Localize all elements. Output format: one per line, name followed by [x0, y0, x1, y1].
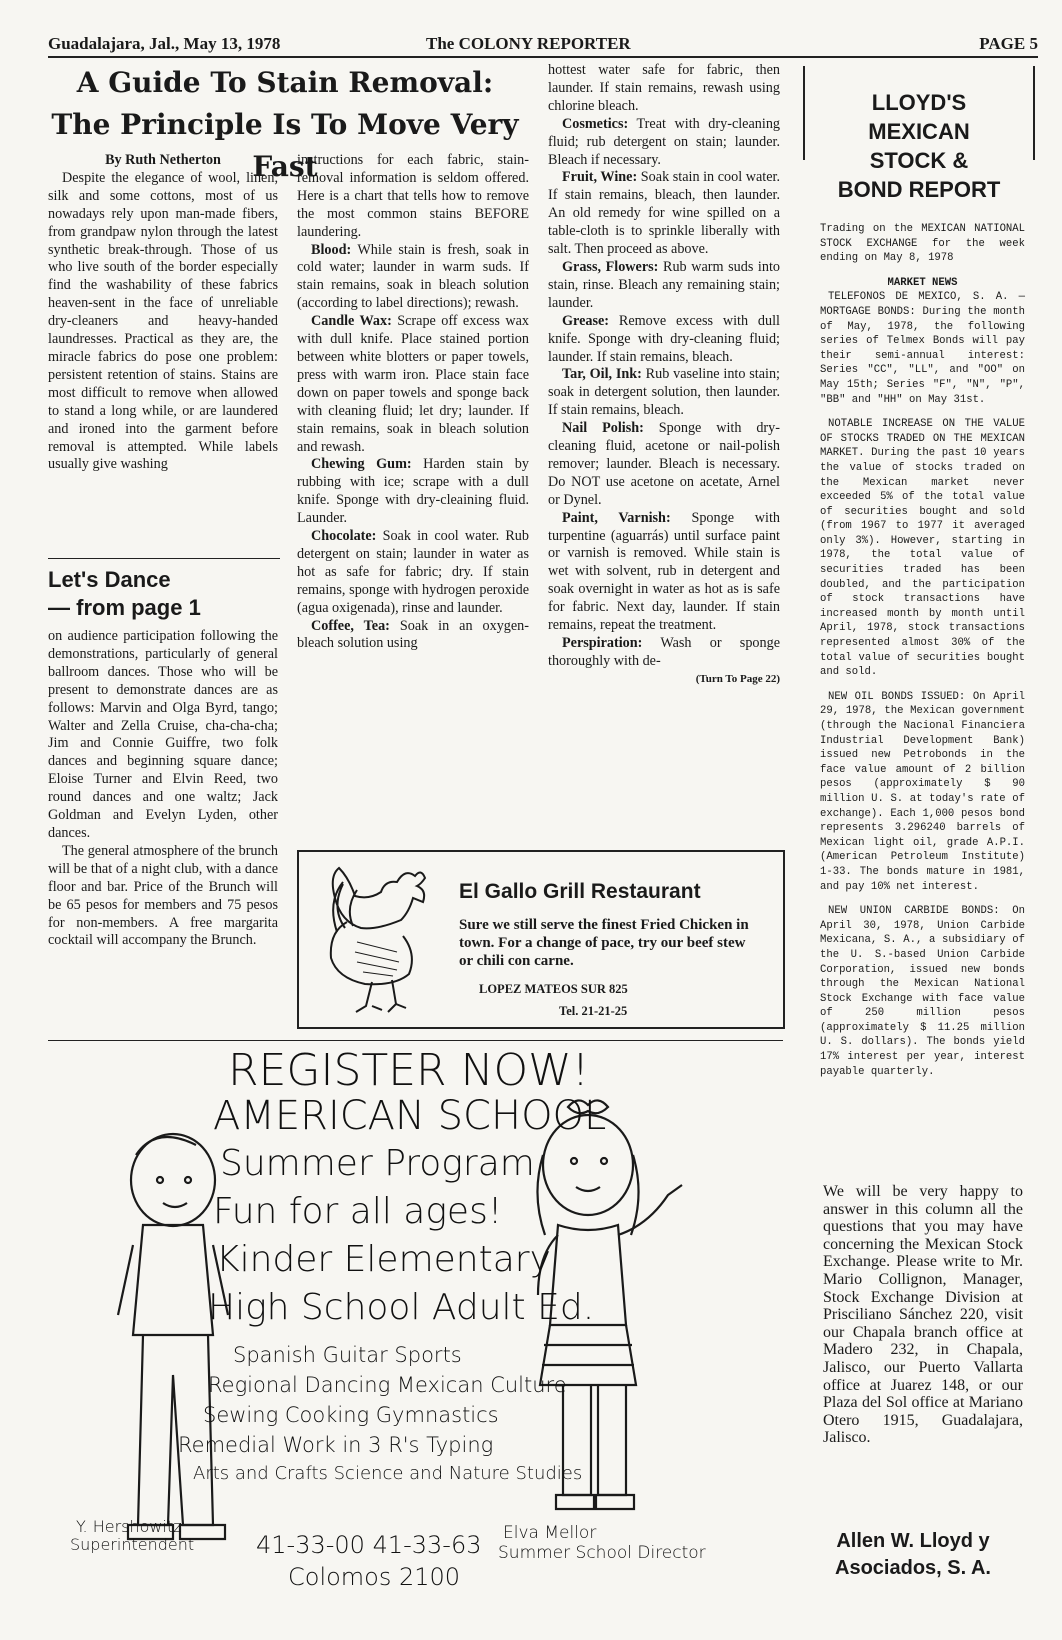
restaurant-name: El Gallo Grill Restaurant	[459, 880, 701, 903]
article-column-3	[548, 62, 780, 689]
director-name: Elva Mellor	[503, 1523, 597, 1543]
stain-text: Rub vaseline into stain; soak in detergent solution, then launder. If stain remains, bleach.	[548, 366, 780, 419]
stain-text: Soak in cool water. Rub detergent on stain; launder in water as hot as safe for fabric; dry. If stain remains, sponge with hydrogen peroxide (agua oxigenada), rinse and launder.	[297, 528, 529, 616]
school-activities: Arts and Crafts Science and Nature Studies	[193, 1463, 583, 1484]
superintendent-name: Y. Hershowitz	[76, 1517, 182, 1536]
stain-text: Soak in an oxygen-bleach solution using	[297, 617, 530, 652]
stain-text: Sponge with turpentine (aguarrás) until surface paint or varnish is removed. While stain is wet with solvent, rub in detergent and soak overnight in water as hot as is safe for fabric. Next day, launder. If stain remains, repeat the treatment.	[548, 509, 780, 634]
stain-label: Candle Wax:	[311, 313, 392, 330]
article-column-2	[297, 152, 529, 653]
rooster-icon	[317, 862, 449, 1017]
stain-item	[548, 259, 780, 313]
stain-label: Blood:	[311, 241, 352, 258]
dance-title: Let's Dance	[48, 567, 171, 592]
stain-label: Grease:	[562, 312, 610, 329]
stain-text: Soak stain in cool water. If stain remains, bleach, then launder. An old remedy for wine spilled on a table-cloth is to sprinkle liberally with salt. Then proceed as above.	[548, 169, 781, 258]
stain-item	[548, 420, 780, 510]
lloyd-intro: Trading on the MEXICAN NATIONAL STOCK EXCHANGE for the week ending on May 8, 1978	[820, 223, 1025, 265]
masthead-page-number: PAGE 5	[979, 34, 1038, 53]
stain-text: Sponge with dry-cleaning fluid, acetone or nail-polish remover; launder. Bleach is necessary. Do NOT use acetone on acetate, Arnel or Dynel.	[548, 420, 780, 508]
director-title: Summer School Director	[498, 1543, 706, 1563]
article-headline: A Guide To Stain Removal: The Principle Is To Move Very Fast	[51, 66, 519, 183]
dance-paragraph: on audience participation following the demonstrations, particularly of general ballroom dances. Those who will be present to demonstrate dances are as follows: Marvin and Olga Byrd, tango; Walter and Zella Cruise, cha-cha-cha; Jim and Connie Guiffre, two folk dances and beginning square dance; Eloise Turner and Elvin Reed, two round dances and one waltz; Jack Goldman and Evelyn Lyden, other dances.	[48, 628, 278, 841]
stain-text: Rub warm suds into stain, rinse. Bleach any remaining stain; launder.	[548, 258, 780, 311]
lloyd-signature	[803, 1528, 1023, 1582]
restaurant-address: LOPEZ MATEOS SUR 825	[479, 982, 628, 996]
divider	[48, 558, 280, 559]
stain-label: Nail Polish:	[562, 420, 644, 437]
stain-item	[548, 635, 780, 671]
stain-label: Cosmetics:	[562, 115, 629, 132]
gallo-grill-ad	[297, 850, 785, 1029]
masthead-dateline: Guadalajara, Jal., May 13, 1978	[48, 34, 281, 53]
school-activities: Spanish Guitar Sports	[233, 1343, 462, 1367]
turn-to-page: (Turn To Page 22)	[695, 672, 780, 685]
stain-label: Chocolate:	[311, 528, 377, 545]
stain-item	[548, 366, 780, 420]
school-phones: 41-33-00 41-33-63	[256, 1531, 482, 1559]
dance-continuation: — from page 1	[48, 595, 201, 620]
school-address: Colomos 2100	[288, 1563, 461, 1591]
dance-article	[48, 628, 278, 950]
stain-text: While stain is fresh, soak in cold water; launder in warm suds. If stain remains, soak in bleach solution (according to label directions); rewash.	[297, 241, 529, 312]
stain-label: Grass, Flowers:	[562, 258, 659, 275]
school-levels: Kinder Elementary	[216, 1239, 551, 1280]
school-tagline: Fun for all ages!	[213, 1191, 503, 1232]
stain-label: Perspiration:	[562, 635, 643, 651]
school-activities: Remedial Work in 3 R's Typing	[178, 1433, 494, 1457]
stain-label: Chewing Gum:	[311, 456, 412, 473]
american-school-ad	[48, 1045, 783, 1610]
lloyd-report-header	[803, 66, 1035, 202]
stain-item	[297, 313, 529, 456]
restaurant-slogan: Sure we still serve the finest Fried Chicken in town. For a change of pace, try our beef stew or chili con carne.	[459, 917, 749, 969]
school-levels: High School Adult Ed.	[208, 1287, 595, 1328]
stain-label: Coffee, Tea:	[311, 617, 390, 634]
school-activities: Regional Dancing Mexican Culture	[208, 1373, 567, 1397]
masthead-paper-name: The COLONY REPORTER	[426, 34, 631, 53]
superintendent-title: Superintendent	[70, 1535, 195, 1554]
stain-label: Tar, Oil, Ink:	[562, 366, 642, 383]
lloyd-contact-note: We will be very happy to answer in this column all the questions that you may have concerning the Mexican Stock Exchange. Please write to Mr. Mario Collignon, Manager, Stock Exchange Division at Prisciliano Sánchez 220, visit our Chapala branch office at Madero 232, in Chapala, Jalisco, our Puerto Vallarta office at Juarez 148, or our Plaza del Sol office at Mariano Otero 1915, Guadalajara, Jalisco.	[823, 1183, 1023, 1447]
stain-label: Fruit, Wine:	[562, 169, 638, 186]
stain-text: Wash or sponge thoroughly with de-	[548, 635, 780, 669]
stain-item	[548, 116, 780, 170]
signature-line: Allen W. Lloyd y	[836, 1530, 990, 1552]
stain-item	[548, 169, 780, 259]
masthead	[48, 34, 1038, 58]
stain-label: Paint, Varnish:	[562, 509, 671, 526]
market-news-heading: MARKET NEWS	[887, 276, 958, 289]
stain-item	[297, 618, 529, 654]
stain-text: Harden stain by rubbing with ice; scrape with a dull knife. Sponge with dry-cleaining fluid. Launder.	[297, 456, 529, 527]
stain-item	[548, 313, 780, 367]
dance-paragraph: The general atmosphere of the brunch will be that of a night club, with a dance floor and bar. Price of the Brunch will be 65 pesos for members and 75 pesos for non-members. A free margarita cocktail will accompany the Brunch.	[48, 842, 278, 949]
lloyd-report-column	[820, 222, 1025, 1089]
lloyd-news-item: NOTABLE INCREASE ON THE VALUE OF STOCKS TRADED ON THE MEXICAN MARKET. During the past 10 years the value of stocks traded on the Mexican market never exceeded 5% of the total value of securities bought and sold (from 1967 to 1977 it averaged only 3%). However, starting in 1978, the total value of securities traded has been doubled, and the participation of stock transactions have increased month by month until April, 1978, stock transactions represented almost 30% of the total value of securities bought and sold.	[820, 418, 1025, 679]
article-byline: By Ruth Netherton	[105, 152, 221, 168]
article-column-1	[48, 152, 278, 474]
stain-item	[297, 456, 529, 528]
divider	[48, 1040, 783, 1041]
stain-text: Scrape off excess wax with dull knife. Place stained portion between white blotters or paper towels, press with warm iron. Place stain face down on paper towels and sponge back with cleaning fluid; let dry; launder. If stain remains, soak in bleach solution and rewash.	[297, 313, 529, 455]
school-program: Summer Program	[220, 1143, 535, 1184]
lloyd-news-item: NEW UNION CARBIDE BONDS: On April 30, 1978, Union Carbide Mexicana, S. A., a subsidiary of the U. S.-based Union Carbide Corporation, issued new bonds through the Mexican National Stock Exchange with face value of 250 million pesos (approximately $ 11.25 million U. S. dollars). The bonds yield 17% interest per year, interest payable quarterly.	[820, 905, 1025, 1078]
stain-text: Treat with dry-cleaning fluid; rub detergent on stain; launder. Bleach if necessary.	[548, 115, 781, 168]
stain-text: Remove excess with dull knife. Sponge with dry-cleaning fluid; launder. If stain remains, bleach.	[548, 312, 780, 365]
lloyd-news-item: TELEFONOS DE MEXICO, S. A. — MORTGAGE BONDS: During the month of May, 1978, the following series of Telmex Bonds will pay their semi-annual interest: Series "CC", "LL", and "OO" on May 15th; Series "F", "N", "P", "BB" and "HH" on May 31st.	[820, 291, 1025, 406]
school-name: AMERICAN SCHOOL	[213, 1093, 607, 1139]
article-paragraph: instructions for each fabric, stain-removal information is seldom offered. Here is a chart that tells how to remove the most common stains BEFORE laundering.	[297, 152, 529, 240]
article-paragraph: hottest water safe for fabric, then launder. If stain remains, rewash using chlorine bleach.	[548, 62, 780, 114]
stain-item	[297, 528, 529, 618]
stain-item	[297, 242, 529, 314]
lloyd-news-item: NEW OIL BONDS ISSUED: On April 29, 1978, the Mexican government (through the Nacional Financiera Industrial Development Bank) issued new Petrobonds in the face value amount of 2 billion pesos (approximately $ 90 million U. S. at today's rate of exchange). Each 1,000 pesos bond represents 3.296240 barrels of Mexican light oil, grade A.P.I. (American Petroleum Institute) 1-33. The bonds mature in 1981, and pay 10% net interest.	[820, 690, 1025, 893]
signature-line: Asociados, S. A.	[835, 1557, 991, 1579]
stain-item	[548, 510, 780, 635]
school-register-heading: REGISTER NOW!	[228, 1045, 590, 1096]
dance-headline	[48, 566, 280, 622]
restaurant-phone: Tel. 21-21-25	[559, 1004, 628, 1018]
lloyd-report-title: LLOYD'S MEXICAN STOCK & BOND REPORT	[837, 90, 1001, 202]
school-activities: Sewing Cooking Gymnastics	[203, 1403, 499, 1427]
article-paragraph: Despite the elegance of wool, linen, silk and some cottons, most of us nowadays rely upon man-made fibers, from grandpaw nylon through the latest synthetic break-through. Those of us who live south of the border especially find the washability of these fabrics heaven-sent in the face of unreliable dry-cleaners and heavy-handed laundresses. Practical as they are, the miracle fabrics do pose one problem: persistent retention of stains. Stains are most difficult to remove when allowed to stand a long while, or are laundered and ironed into the garment before removal is attempted. While labels usually give washing	[48, 169, 278, 473]
